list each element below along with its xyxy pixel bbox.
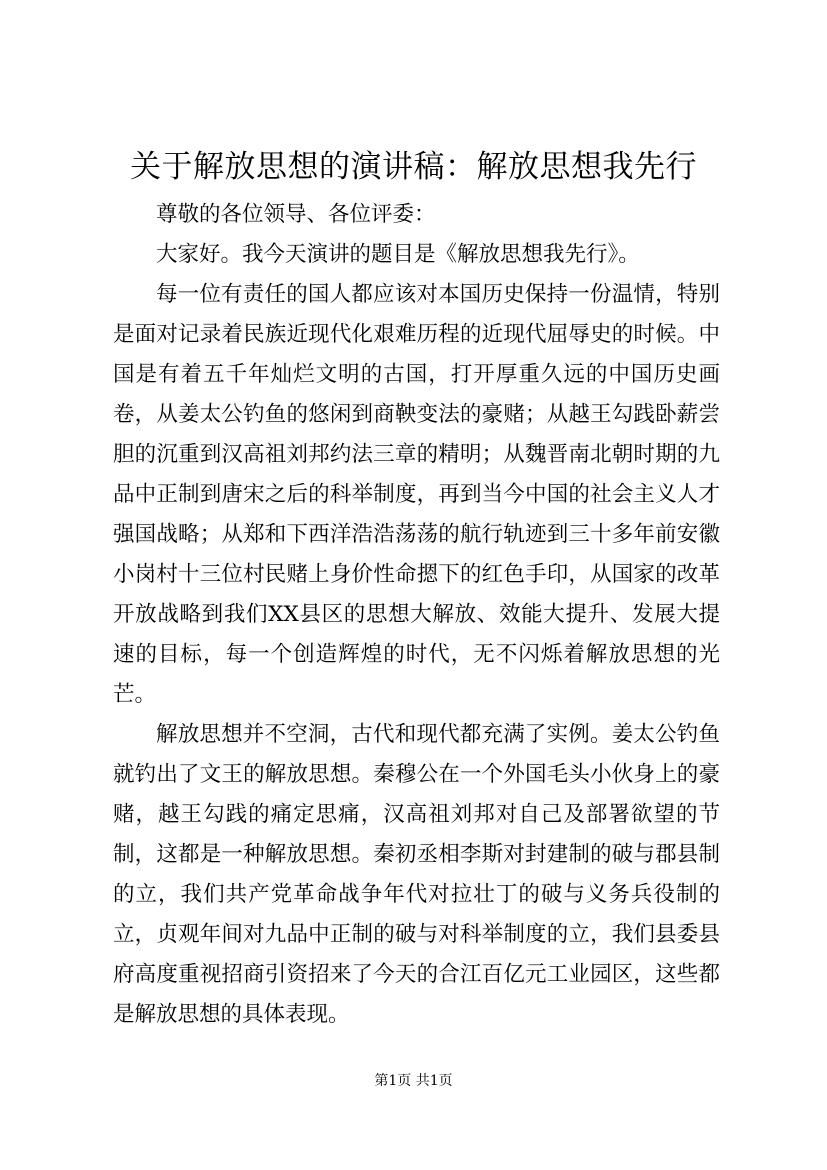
greeting: 大家好。我今天演讲的题目是《解放思想我先行》。 <box>156 242 640 267</box>
salutation: 尊敬的各位领导、各位评委： <box>156 202 436 227</box>
page-number: 第1页 共1页 <box>374 1073 453 1089</box>
document-title: 关于解放思想的演讲稿：解放思想我先行 <box>130 149 697 185</box>
paragraph: 解放思想并不空洞，古代和现代都充满了实例。姜太公钓鱼就钓出了文王的解放思想。秦穆公在一个外国毛头小伙身上的豪赌，越王勾践的痛定思痛，汉高祖刘邦对自己及部署欲望的节制，这都是一种解放思想。秦初丞相李斯对封建制的破与郡县制的立，我们共产党革命战争年代对拉壮丁的破与义务兵役制的立，贞观年间对九品中正制的破与对科举制度的立，我们县委县府高度重视招商引资招来了今天的合江百亿元工业园区，这些都是解放思想的具体表现。 <box>113 722 720 1027</box>
document-body <box>113 195 720 1035</box>
paragraph: 每一位有责任的国人都应该对本国历史保持一份温情，特别是面对记录着民族近现代化艰难历程的近现代屈辱史的时候。中国是有着五千年灿烂文明的古国，打开厚重久远的中国历史画卷，从姜太公钓鱼的悠闲到商鞅变法的豪赌；从越王勾践卧薪尝胆的沉重到汉高祖刘邦约法三章的精明；从魏晋南北朝时期的九品中正制到唐宋之后的科举制度，再到当今中国的社会主义人才强国战略；从郑和下西洋浩浩荡荡的航行轨迹到三十多年前安徽小岗村十三位村民赌上身价性命摁下的红色手印，从国家的改革开放战略到我们XX县区的思想大解放、效能大提升、发展大提速的目标，每一个创造辉煌的时代，无不闪烁着解放思想的光芒。 <box>113 282 720 707</box>
